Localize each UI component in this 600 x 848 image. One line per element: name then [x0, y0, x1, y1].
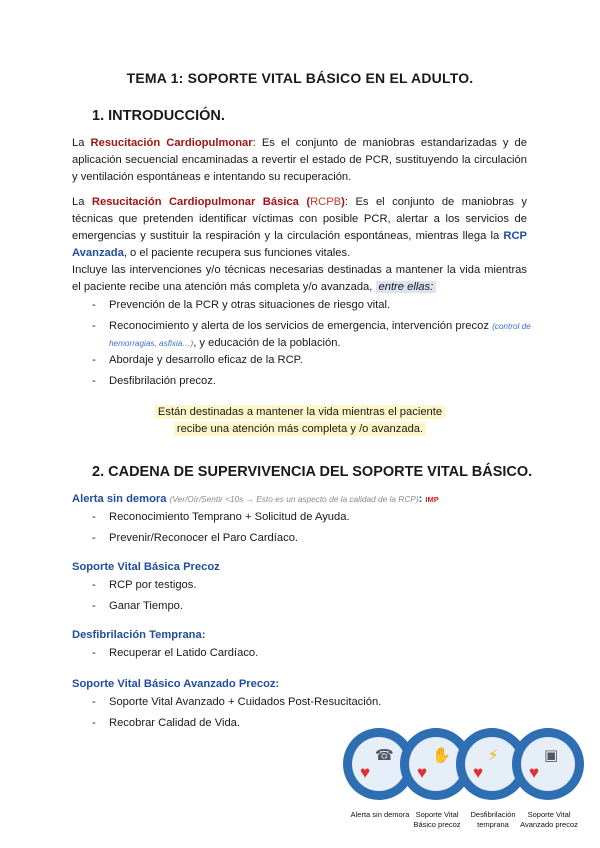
section-heading-introduccion: 1. INTRODUCCIÓN.: [92, 108, 225, 124]
term-rcp-avanzada: RCP Avanzada: [72, 230, 527, 259]
term-rcp: Resucitación Cardiopulmonar: [90, 137, 253, 149]
chain-caption: Desfibrilación temprana: [470, 810, 516, 829]
term-rcpb: Resucitación Cardiopulmonar Básica (: [91, 196, 311, 208]
subheading-alerta: Alerta sin demora (Ver/Oír/Sentir <10s → Esto es un aspecto de la calidad de la RCP): IMP: [72, 493, 439, 505]
list-item: - Prevención de la PCR y otras situaciones de riesgo vital.: [92, 299, 391, 311]
hands-icon: ✋: [432, 747, 451, 764]
phone-icon: ☎: [375, 747, 394, 764]
list-item: - Abordaje y desarrollo eficaz de la RCP.: [92, 354, 303, 366]
heart-icon: ♥: [473, 763, 484, 782]
document-title: TEMA 1: SOPORTE VITAL BÁSICO EN EL ADULTO.: [126, 70, 474, 86]
heart-icon: ♥: [360, 763, 371, 782]
list-item: - Prevenir/Reconocer el Paro Cardíaco.: [92, 532, 299, 544]
list-item: - Ganar Tiempo.: [92, 600, 183, 612]
list-item: - Reconocimiento y alerta de los servicios de emergencia, intervención precoz (control de hemorragias, asfixia…), y educación de la población.: [92, 320, 531, 349]
paragraph-rcp: La Resucitación Cardiopulmonar: Es el conjunto de maniobras estandarizadas y de aplicación secuencial encaminadas a revertir el estado de PCR, sustituyendo la circulación y ventilación espontáneas e intentando su recuperación.: [72, 137, 527, 183]
list-item: - RCP por testigos.: [92, 579, 197, 591]
imp-badge: IMP: [425, 495, 439, 504]
list-item: - Reconocimiento Temprano + Solicitud de Ayuda.: [92, 511, 350, 523]
list-item: - Desfibrilación precoz.: [92, 375, 216, 387]
subheading-desfibrilacion: Desfibrilación Temprana:: [72, 629, 206, 641]
lightning-icon: ⚡: [488, 747, 499, 764]
highlight-entre-ellas: entre ellas:: [376, 281, 437, 293]
chain-caption: Alerta sin demora: [350, 810, 410, 819]
paragraph-rcpb: La Resucitación Cardiopulmonar Básica (RCPB): Es el conjunto de maniobras y técnicas que pretenden identificar víctimas con posible PCR, alertar a los servicios de emergencias y sustituir la respiración y la circulación espontáneas, mientras llega la RCP Avanzada, o el paciente recupera sus funciones vitales.: [72, 196, 527, 259]
list-item: - Soporte Vital Avanzado + Cuidados Post-Resucitación.: [92, 696, 382, 708]
subheading-sv-avanzado: Soporte Vital Básico Avanzado Precoz:: [72, 678, 280, 690]
section-heading-cadena: 2. CADENA DE SUPERVIVENCIA DEL SOPORTE VITAL BÁSICO.: [92, 464, 533, 480]
heart-icon: ♥: [417, 763, 428, 782]
chain-caption: Soporte Vital Avanzado precoz: [520, 810, 578, 829]
monitor-icon: ▣: [544, 747, 559, 764]
list-item: - Recobrar Calidad de Vida.: [92, 717, 241, 729]
list-item: - Recuperar el Latido Cardíaco.: [92, 647, 259, 659]
chain-caption: Soporte Vital Básico precoz: [413, 810, 461, 829]
chain-link-sva: [512, 728, 584, 800]
heart-icon: ♥: [529, 763, 540, 782]
paragraph-intervenciones: Incluye las intervenciones y/o técnicas necesarias destinadas a mantener la vida mientras el paciente recibe una atención más completa y/o avanzada, entre ellas:: [72, 264, 527, 293]
highlighted-note: Están destinadas a mantener la vida mientras el paciente recibe una atención más completa y /o avanzada.: [130, 404, 470, 438]
subheading-svb-precoz: Soporte Vital Básica Precoz: [72, 561, 220, 573]
